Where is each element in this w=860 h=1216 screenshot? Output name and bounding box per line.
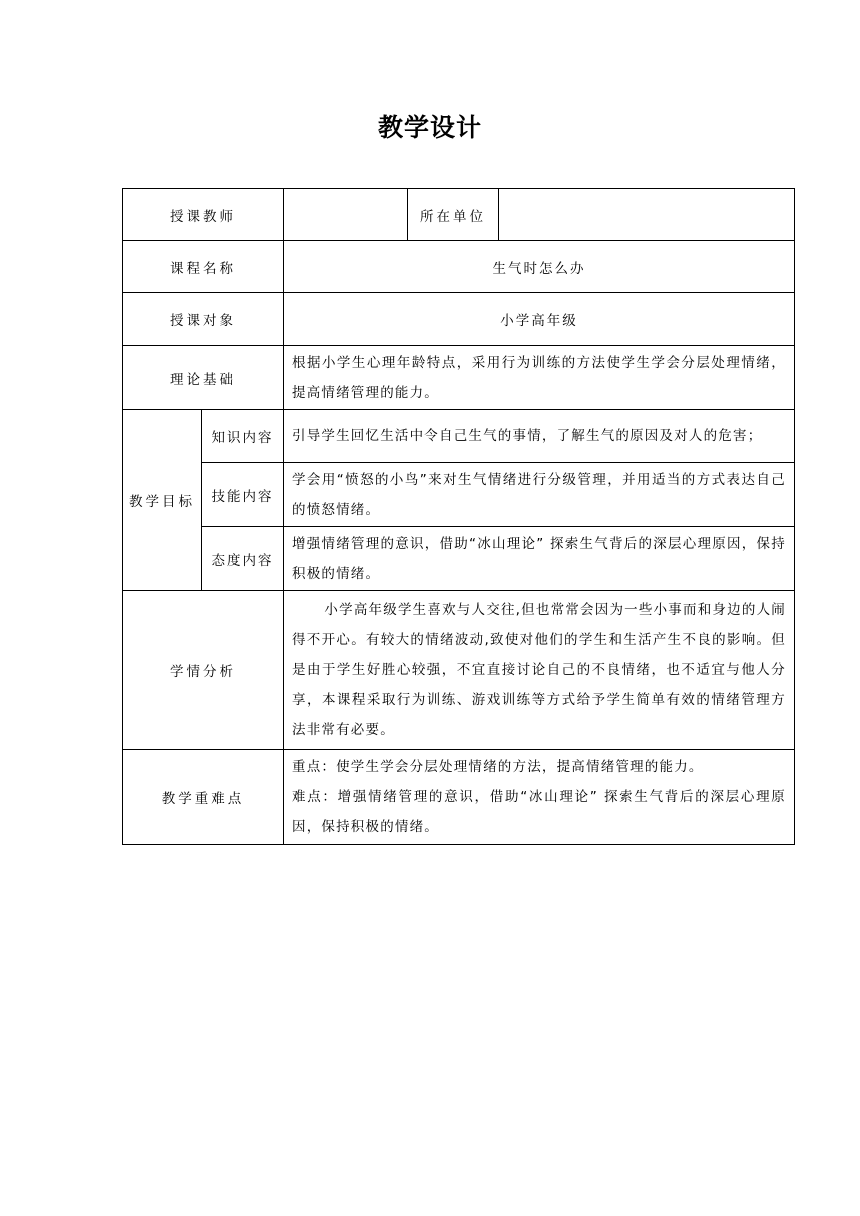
analysis-value: 小学高年级学生喜欢与人交往,但也常常会因为一些小事而和身边的人闹得不开心。有较大的情绪波动,致使对他们的学生和生活产生不良的影响。但是由于学生好胜心较强，不宜直接讨论自己的不良情绪，也不适宜与他人分享，本课程采取行为训练、游戏训练等方式给予学生简单有效的情绪管理方法非常有必要。 — [284, 591, 795, 750]
audience-value: 小学高年级 — [284, 293, 795, 346]
unit-value — [499, 189, 795, 241]
focus-point: 重点：使学生学会分层处理情绪的方法，提高情绪管理的能力。 — [292, 759, 704, 775]
teacher-value — [284, 189, 408, 241]
lesson-design-table — [122, 188, 795, 845]
page-title: 教学设计 — [377, 113, 482, 142]
difficulty-point: 难点：增强情绪管理的意识，借助“冰山理论” 探索生气背后的深层心理原因，保持积极的情绪。 — [292, 789, 786, 835]
table-row-key-points — [123, 750, 795, 845]
table-row-audience — [123, 293, 795, 346]
table-row-theory — [123, 346, 795, 410]
course-name-label: 课程名称 — [123, 241, 284, 293]
theory-value: 根据小学生心理年龄特点，采用行为训练的方法使学生学会分层处理情绪，提高情绪管理的能力。 — [284, 346, 795, 410]
key-points-value — [284, 750, 795, 845]
table-row-analysis — [123, 591, 795, 750]
goals-label: 教学目标 — [123, 410, 202, 591]
knowledge-label: 知识内容 — [202, 410, 284, 463]
theory-label: 理论基础 — [123, 346, 284, 410]
table-row-course-name — [123, 241, 795, 293]
table-row-skill — [123, 463, 795, 527]
table-row-attitude — [123, 527, 795, 591]
skill-value: 学会用“愤怒的小鸟”来对生气情绪进行分级管理，并用适当的方式表达自己的愤怒情绪。 — [284, 463, 795, 527]
table-row-teacher — [123, 189, 795, 241]
audience-label: 授课对象 — [123, 293, 284, 346]
unit-label: 所在单位 — [408, 189, 499, 241]
key-points-label: 教学重难点 — [123, 750, 284, 845]
teacher-label: 授课教师 — [123, 189, 284, 241]
attitude-label: 态度内容 — [202, 527, 284, 591]
skill-label: 技能内容 — [202, 463, 284, 527]
course-name-value: 生气时怎么办 — [284, 241, 795, 293]
table-row-knowledge — [123, 410, 795, 463]
analysis-label: 学情分析 — [123, 591, 284, 750]
attitude-value: 增强情绪管理的意识，借助“冰山理论” 探索生气背后的深层心理原因，保持积极的情绪。 — [284, 527, 795, 591]
knowledge-value: 引导学生回忆生活中令自己生气的事情，了解生气的原因及对人的危害； — [284, 410, 795, 463]
